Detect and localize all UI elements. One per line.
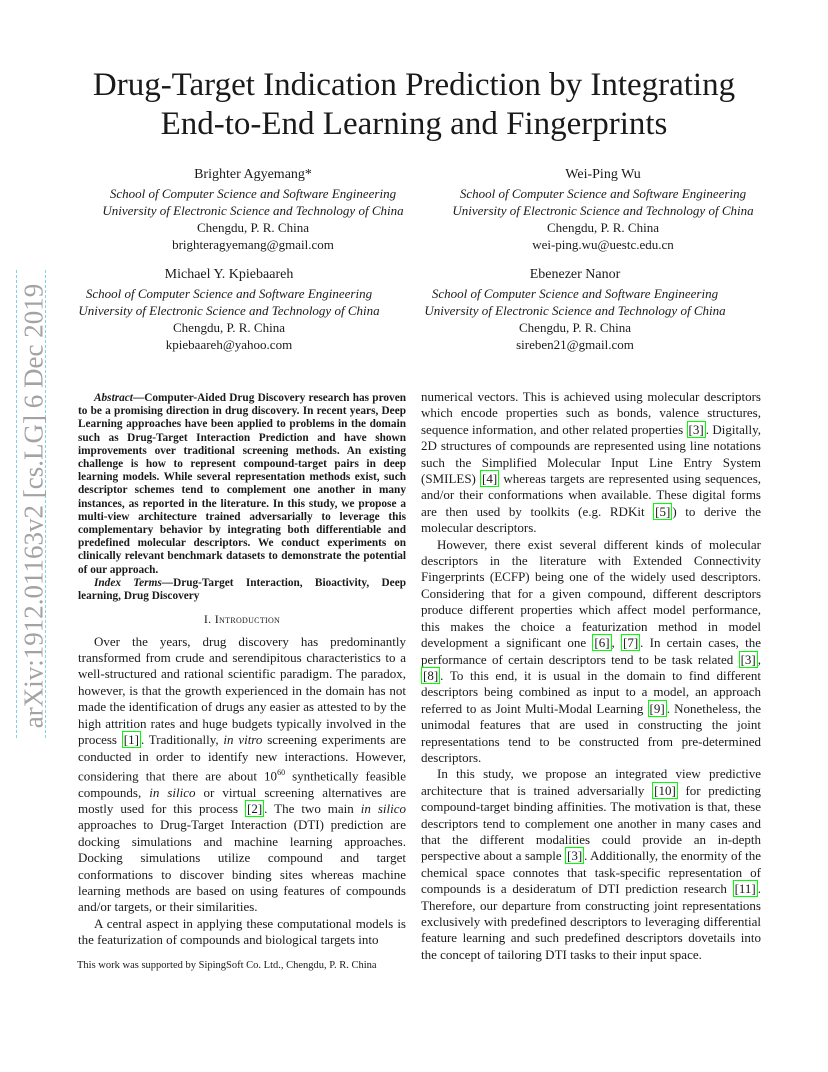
author-city: Chengdu, P. R. China xyxy=(547,220,659,235)
index-terms-label: Index Terms xyxy=(94,576,162,589)
author-email[interactable]: brighteragyemang@gmail.com xyxy=(172,237,334,252)
body-paragraph: However, there exist several different kinds of molecular descriptors in the literature with Extended Connectivity Fingerprints (ECFP) being one of the widely used descriptors. Considering that for a given compound, different descriptors produce different properties which affect model performance, this makes the choice a featurization method in model development a significant one [6] , [7] . In certain cases, the performance of certain descriptors tend to be task related [3] , [8] . To this end, it is usual in the domain to find different descriptors being combined as input to a model, an approach referred to as Joint Multi-Modal Learning [9] . Nonetheless, the unimodal features that are used in constructing the joint representations tend to be constructed from pre-determined descriptors. xyxy=(421,536,762,765)
author-block xyxy=(62,266,396,353)
citation-link[interactable]: [4] xyxy=(482,471,498,487)
index-terms-text: —Drug-Target Interaction, Bioactivity, Deep learning, Drug Discovery xyxy=(78,576,406,603)
abstract xyxy=(78,392,406,603)
footnote: This work was supported by SipingSoft Co. Ltd., Chengdu, P. R. China xyxy=(77,960,377,971)
body-paragraph: In this study, we propose an integrated view predictive architecture that is trained adversarially [10] for predicting compound-target binding affinities. The motivation is that, these descriptors tend to complement one another in many cases and that the different modalities could provide an in-depth perspective about a sample [3] . Additionally, the enormity of the chemical space connotes that task-specific representation of compounds is a desideratum of DTI prediction research [11] . Therefore, our departure from constructing joint representations exclusively with predefined descriptors to leveraging differential feature learning and such predefined descriptors dovetails into the concept of tailoring DTI tasks to their input space. xyxy=(421,766,762,962)
author-city: Chengdu, P. R. China xyxy=(173,320,285,335)
author-univ: University of Electronic Science and Technology of China xyxy=(102,203,404,218)
citation-link[interactable]: [6] xyxy=(594,635,610,651)
citation-link[interactable]: [3] xyxy=(740,651,756,667)
author-name: Brighter Agyemang* xyxy=(194,167,312,182)
author-email[interactable]: sireben21@gmail.com xyxy=(516,337,634,352)
author-name: Ebenezer Nanor xyxy=(529,267,621,282)
citation-link[interactable]: [7] xyxy=(623,635,639,651)
arxiv-stamp[interactable] xyxy=(14,268,54,744)
citation-link[interactable]: [2] xyxy=(246,801,263,817)
author-univ: University of Electronic Science and Technology of China xyxy=(424,303,726,318)
author-dept: School of Computer Science and Software Engineering xyxy=(459,186,747,201)
abstract-text: —Computer-Aided Drug Discovery research has proven to be a promising direction in drug discovery. In recent years, Deep Learning approaches have been applied to problems in the domain such as Drug-Target Interaction Prediction and have shown improvements over traditional screening methods. An existing challenge is how to represent compound-target pairs in deep learning models. While several representation methods exist, such descriptor schemes tend to complement one another in many instances, as reported in the literature. In this study, we propose a multi-view architecture trained adversarially to leverage this complementary behavior by integrating both differentiable and predefined molecular descriptors. We conduct experiments on clinically relevant benchmark datasets to demonstrate the potential of our approach. xyxy=(78,392,406,576)
author-dept: School of Computer Science and Software Engineering xyxy=(431,286,719,301)
paper-title: Drug-Target Indication Prediction by Integrating End-to-End Learning and Fingerprints xyxy=(92,67,736,142)
citation-link[interactable]: [10] xyxy=(654,782,676,798)
author-univ: University of Electronic Science and Technology of China xyxy=(452,203,754,218)
author-block xyxy=(88,166,418,253)
section-heading: I. Introduction xyxy=(203,612,281,627)
author-name: Wei-Ping Wu xyxy=(565,167,641,182)
abstract-label: Abstract xyxy=(94,392,133,404)
author-city: Chengdu, P. R. China xyxy=(519,320,631,335)
author-block xyxy=(436,166,770,253)
author-block xyxy=(410,266,740,353)
citation-link[interactable]: [5] xyxy=(655,503,671,519)
body-paragraph: numerical vectors. This is achieved using molecular descriptors which encode properties such as bonds, valence structures, sequence information, and other related properties [3] . Digitally, 2D structures of compounds are represented using line notations such the Simplified Molecular Input Line Entry System (SMILES) [4] whereas targets are represented using sequences, and/or their conformations when available. These digital forms are then used by toolkits (e.g. RDKit [5] ) to derive the molecular descriptors. xyxy=(421,389,762,536)
arxiv-stamp-text: arXiv:1912.01163v2 [cs.LG] 6 Dec 2019 xyxy=(18,283,49,729)
author-email[interactable]: wei-ping.wu@uestc.edu.cn xyxy=(532,237,674,252)
author-name: Michael Y. Kpiebaareh xyxy=(164,267,294,282)
author-dept: School of Computer Science and Software Engineering xyxy=(85,286,373,301)
intro-paragraph: A central aspect in applying these computational models is the featurization of compounds and biological targets into xyxy=(78,915,406,948)
right-column xyxy=(421,389,761,963)
citation-link[interactable]: [11] xyxy=(734,881,756,897)
author-dept: School of Computer Science and Software Engineering xyxy=(109,186,397,201)
citation-link[interactable]: [1] xyxy=(123,732,139,748)
author-email[interactable]: kpiebaareh@yahoo.com xyxy=(165,337,293,352)
author-city: Chengdu, P. R. China xyxy=(197,220,309,235)
citation-link[interactable]: [3] xyxy=(688,421,704,437)
intro-paragraph: Over the years, drug discovery has predominantly transformed from crude and serendipitous characteristics to a well-structured and rational scientific paradigm. The paradox, however, is that the growth experienced in the domain has not made the identification of drugs any easier as attested to by the high attrition rates and huge budgets typically involved in the process [1] . Traditionally, in vitro screening experiments are conducted in order to identify new interactions. However, considering that there are about $10^{60}$ synthetically feasible compounds, in silico or virtual screening alternatives are mostly used for this process [2] . The two main in silico approaches to Drug-Target Interaction (DTI) prediction are docking simulations and machine learning approaches. Docking simulations utilize compound and target conformations to discover binding sites whereas machine learning methods are based on using features of compounds and/or targets, or their similarities. xyxy=(78,633,407,915)
left-column xyxy=(78,392,406,949)
citation-link[interactable]: [3] xyxy=(567,848,583,864)
author-univ: University of Electronic Science and Technology of China xyxy=(78,303,380,318)
citation-link[interactable]: [8] xyxy=(423,667,439,683)
citation-link[interactable]: [9] xyxy=(649,700,665,716)
